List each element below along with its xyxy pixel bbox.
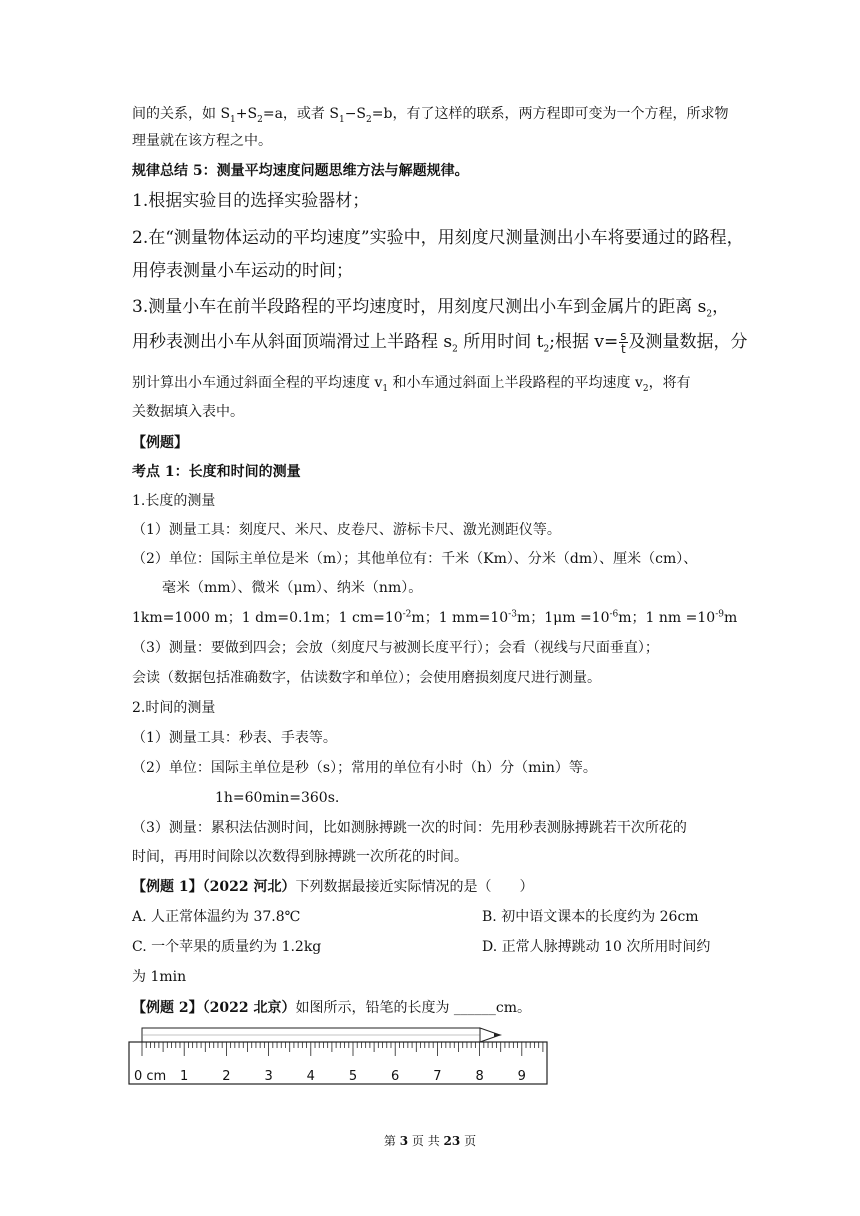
text-line: 毫米（mm）、微米（μm）、纳米（nm）。 [162, 580, 423, 596]
example-2-question: 【例题 2】（2022 北京）如图所示，铅笔的长度为 ______cm。 [132, 1000, 532, 1016]
text-line: 理量就在该方程之中。 [132, 133, 272, 149]
rule-step-3-cont: 用秒表测出小车从斜面顶端滑过上半路程 $s_2$ 所用时间 $t_2$;根据 v= $\frac{s}{t}$ 及测量数据，分 [132, 329, 748, 356]
ruler [129, 1042, 547, 1084]
rule-step-2: 2.在“测量物体运动的平均速度”实验中，用刻度尺测量测出小车将要通过的路程， [132, 228, 744, 248]
ruler-number: 8 [475, 1069, 484, 1084]
time-title: 2.时间的测量 [132, 700, 216, 716]
ruler-number: 7 [433, 1069, 442, 1084]
ruler-number: 9 [517, 1069, 526, 1084]
option-d: D. 正常人脉搏跳动 10 次所用时间约 [482, 939, 711, 955]
ruler-number: 3 [264, 1069, 273, 1084]
rule-summary-heading: 规律总结 5：测量平均速度问题思维方法与解题规律。 [132, 163, 469, 179]
page-footer: 第 3 页 共 23 页 [383, 1134, 477, 1148]
key-point-1: 考点 1：长度和时间的测量 [132, 464, 301, 480]
example-1-question: 【例题 1】（2022 河北）下列数据最接近实际情况的是（ ） [132, 879, 534, 895]
text-line: （2）单位：国际主单位是米（m）；其他单位有：千米（Km）、分米（dm）、厘米（cm）、 [132, 551, 698, 567]
text-line: （3）测量：累积法估测时间，比如测脉搏跳一次的时间：先用秒表测脉搏跳若干次所花的 [132, 820, 687, 836]
velocity-fraction: $\frac{s}{t}$ [620, 329, 627, 356]
length-title: 1.长度的测量 [132, 493, 216, 509]
text-line: （1）测量工具：秒表、手表等。 [132, 730, 337, 746]
rule-step-3: 3.测量小车在前半段路程的平均速度时，用刻度尺测出小车到金属片的距离 $s_2$， [132, 297, 730, 320]
option-d-cont: 为 1min [132, 969, 187, 985]
text-line: 时间，再用时间除以次数得到脉搏跳一次所花的时间。 [132, 849, 468, 865]
text-line: 1h=60min=360s. [215, 790, 340, 806]
option-a: A. 人正常体温约为 37.8℃ [132, 909, 301, 925]
text-line: 关数据填入表中。 [132, 404, 244, 420]
rule-step-1: 1.根据实验目的选择实验器材； [132, 191, 370, 211]
text-line: 间的关系，如 $S_1+S_2=a$，或者 $S_1-S_2=b$，有了这样的联系，两方程即可变为一个方程，所求物 [132, 106, 729, 125]
ruler-number: 5 [348, 1069, 358, 1084]
example-heading: 【例题】 [132, 435, 188, 451]
ruler-number: 4 [306, 1069, 315, 1084]
ruler-pencil-figure [126, 1024, 550, 1088]
text-line: 会读（数据包括准确数字，估读数字和单位）；会使用磨损刻度尺进行测量。 [132, 670, 601, 686]
option-c: C. 一个苹果的质量约为 1.2kg [132, 939, 322, 955]
ruler-number: 6 [391, 1069, 400, 1084]
text-line: （1）测量工具：刻度尺、米尺、皮卷尺、游标卡尺、激光测距仪等。 [132, 522, 561, 538]
ruler-number: 1 [180, 1069, 189, 1084]
pencil-icon [142, 1028, 502, 1042]
rule-step-2-cont: 用停表测量小车运动的时间； [132, 261, 353, 281]
ruler-number: 2 [222, 1069, 231, 1084]
text-line: （2）单位：国际主单位是秒（s）；常用的单位有小时（h）分（min）等。 [132, 760, 597, 776]
option-b: B. 初中语文课本的长度约为 26cm [482, 909, 699, 925]
ruler-unit-label: 0 cm [134, 1069, 167, 1084]
text-line: （3）测量：要做到四会；会放（刻度尺与被测长度平行）；会看（视线与尺面垂直）； [132, 640, 659, 656]
unit-conversion: 1km=1000 m；1 dm=0.1m；1 $cm=10^{-2}m$；1 $mm=10^{-3}m$；$1\mu m =10^{-6}m$；1 nm $=10^{-9}m$ [132, 609, 738, 626]
text-line: 别计算出小车通过斜面全程的平均速度 $v_1$ 和小车通过斜面上半段路程的平均速度 $v_2$，将有 [132, 375, 691, 394]
